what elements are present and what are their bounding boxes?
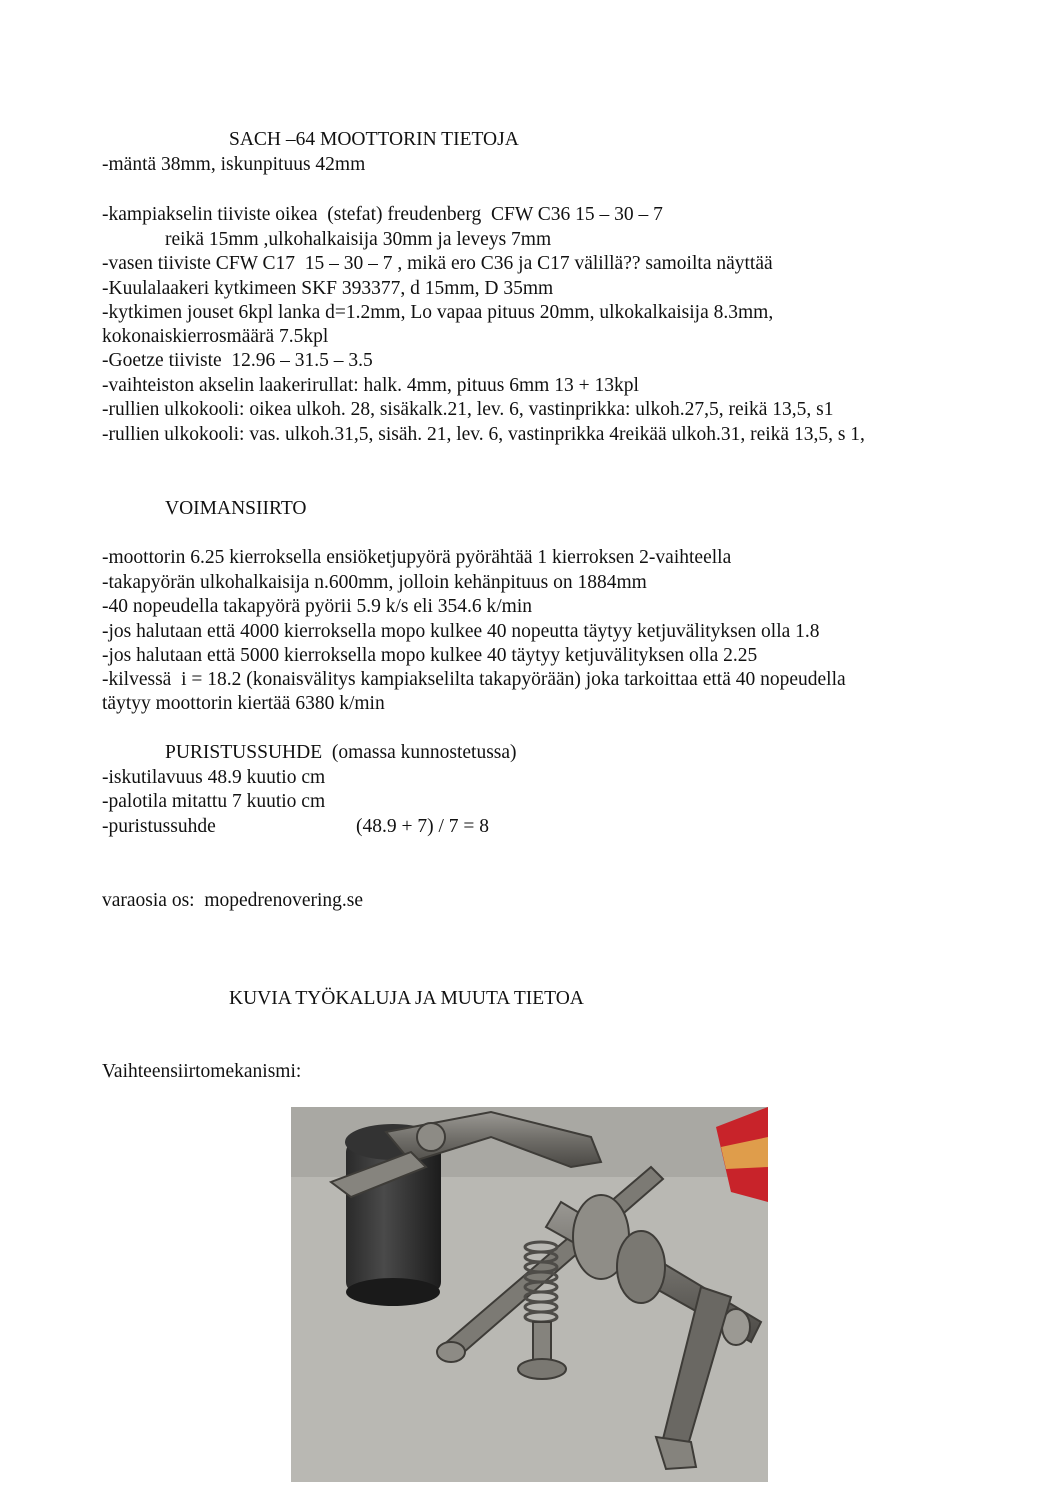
spec-line: -vasen tiiviste CFW C17 15 – 30 – 7 , mikä ero C36 ja C17 välillä?? samoilta näyttää — [102, 253, 773, 274]
spec-line: kokonaiskierrosmäärä 7.5kpl — [102, 326, 329, 347]
compression-line: -iskutilavuus 48.9 kuutio cm — [102, 767, 326, 788]
transmission-line: -takapyörän ulkohalkaisija n.600mm, jolloin kehänpituus on 1884mm — [102, 572, 647, 593]
transmission-line: -40 nopeudella takapyörä pyörii 5.9 k/s eli 354.6 k/min — [102, 596, 532, 617]
transmission-line: -jos halutaan että 4000 kierroksella mopo kulkee 40 nopeutta täytyy ketjuvälityksen olla 1.8 — [102, 621, 820, 642]
spec-line: -Goetze tiiviste 12.96 – 31.5 – 3.5 — [102, 350, 373, 371]
spec-line: -kampiakselin tiiviste oikea (stefat) freudenberg CFW C36 15 – 30 – 7 — [102, 204, 663, 225]
spec-line: -Kuulalaakeri kytkimeen SKF 393377, d 15mm, D 35mm — [102, 278, 554, 299]
spec-line: -mäntä 38mm, iskunpituus 42mm — [102, 154, 366, 175]
spec-line: -rullien ulkokooli: vas. ulkoh.31,5, sisäh. 21, lev. 6, vastinprikka 4reikää ulkoh.31, reikä 13,5, s 1, — [102, 424, 865, 445]
gearshift-mechanism-photo — [291, 1107, 768, 1482]
section2-title: VOIMANSIIRTO — [165, 498, 307, 519]
spec-line: -kytkimen jouset 6kpl lanka d=1.2mm, Lo vapaa pituus 20mm, ulkokalkaisija 8.3mm, — [102, 302, 774, 323]
section4-title: KUVIA TYÖKALUJA JA MUUTA TIETOA — [229, 988, 584, 1009]
transmission-line: -kilvessä i = 18.2 (konaisvälitys kampiakselilta takapyörään) joka tarkoittaa että 40 nopeudella — [102, 669, 846, 690]
compression-ratio-formula: (48.9 + 7) / 7 = 8 — [356, 816, 490, 837]
compression-ratio-label: -puristussuhde — [102, 816, 216, 837]
spec-line: reikä 15mm ,ulkohalkaisija 30mm ja leveys 7mm — [165, 229, 552, 250]
transmission-line: -moottorin 6.25 kierroksella ensiöketjupyörä pyörähtää 1 kierroksen 2-vaihteella — [102, 547, 732, 568]
transmission-line: täytyy moottorin kiertää 6380 k/min — [102, 693, 385, 714]
compression-line: -palotila mitattu 7 kuutio cm — [102, 791, 326, 812]
photo-caption: Vaihteensiirtomekanismi: — [102, 1061, 302, 1082]
parts-source: varaosia os: mopedrenovering.se — [102, 890, 364, 911]
section3-title: PURISTUSSUHDE (omassa kunnostetussa) — [165, 742, 517, 763]
spec-line: -vaihteiston akselin laakerirullat: halk. 4mm, pituus 6mm 13 + 13kpl — [102, 375, 639, 396]
spec-line: -rullien ulkokooli: oikea ulkoh. 28, sisäkalk.21, lev. 6, vastinprikka: ulkoh.27,5, reikä 13,5, s1 — [102, 399, 834, 420]
transmission-line: -jos halutaan että 5000 kierroksella mopo kulkee 40 täytyy ketjuvälityksen olla 2.25 — [102, 645, 758, 666]
section1-title: SACH –64 MOOTTORIN TIETOJA — [229, 129, 519, 150]
